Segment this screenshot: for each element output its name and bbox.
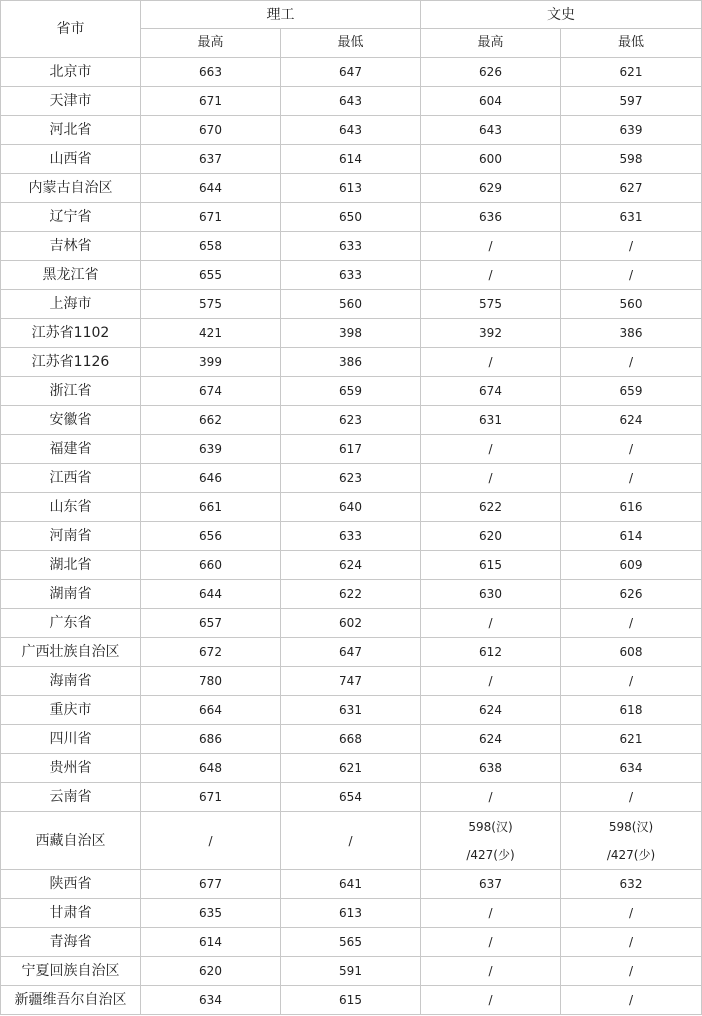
arts-min-cell: 621 (561, 58, 702, 87)
arts-max-cell: 638 (421, 754, 561, 783)
science-max-cell: 660 (141, 551, 281, 580)
table-row (1, 812, 702, 870)
arts-min-cell: 626 (561, 580, 702, 609)
arts-min-line-2: /427(少) (606, 847, 656, 862)
science-max-cell: 614 (141, 928, 281, 957)
header-province: 省市 (1, 1, 141, 58)
science-min-cell: 647 (281, 638, 421, 667)
province-cell: 广西壮族自治区 (1, 638, 141, 667)
table-row (1, 667, 702, 696)
arts-max-line-2: /427(少) (466, 847, 515, 862)
arts-min-cell: 621 (561, 725, 702, 754)
province-cell: 河北省 (1, 116, 141, 145)
arts-max-cell: 624 (421, 696, 561, 725)
science-min-cell: 641 (281, 870, 421, 899)
science-min-cell: 613 (281, 174, 421, 203)
arts-max-cell: / (421, 464, 561, 493)
arts-max-cell: / (421, 783, 561, 812)
arts-min-cell: 639 (561, 116, 702, 145)
province-cell: 四川省 (1, 725, 141, 754)
arts-max-cell: / (421, 899, 561, 928)
science-max-cell: 644 (141, 174, 281, 203)
arts-min-cell: 560 (561, 290, 702, 319)
table-row (1, 957, 702, 986)
science-min-cell: 633 (281, 261, 421, 290)
arts-min-cell: 598 (561, 145, 702, 174)
science-min-cell: 747 (281, 667, 421, 696)
arts-max-cell: 604 (421, 87, 561, 116)
province-cell: 山东省 (1, 493, 141, 522)
province-cell: 青海省 (1, 928, 141, 957)
province-cell: 黑龙江省 (1, 261, 141, 290)
table-row (1, 870, 702, 899)
table-row (1, 783, 702, 812)
arts-max-cell: / (421, 435, 561, 464)
arts-max-cell: 643 (421, 116, 561, 145)
arts-min-cell: / (561, 261, 702, 290)
province-cell: 湖南省 (1, 580, 141, 609)
province-cell: 江苏省1126 (1, 348, 141, 377)
science-max-cell: 780 (141, 667, 281, 696)
province-cell: 重庆市 (1, 696, 141, 725)
arts-min-cell: 597 (561, 87, 702, 116)
table-row (1, 986, 702, 1015)
table-row (1, 551, 702, 580)
table-row (1, 174, 702, 203)
science-max-cell: / (141, 812, 281, 870)
science-max-cell: 648 (141, 754, 281, 783)
arts-min-cell: / (561, 348, 702, 377)
science-min-cell: 654 (281, 783, 421, 812)
science-max-cell: 672 (141, 638, 281, 667)
science-max-cell: 661 (141, 493, 281, 522)
arts-max-cell (421, 812, 561, 870)
table-row (1, 580, 702, 609)
science-max-cell: 575 (141, 290, 281, 319)
science-min-cell: 643 (281, 87, 421, 116)
science-min-cell: 633 (281, 522, 421, 551)
province-cell: 浙江省 (1, 377, 141, 406)
header-row-groups (1, 1, 702, 29)
header-arts-max: 最高 (421, 29, 561, 58)
arts-min-cell: 631 (561, 203, 702, 232)
arts-max-cell: / (421, 232, 561, 261)
arts-max-cell: 392 (421, 319, 561, 348)
arts-max-cell: / (421, 609, 561, 638)
arts-max-cell: / (421, 986, 561, 1015)
header-science-max: 最高 (141, 29, 281, 58)
province-cell: 甘肃省 (1, 899, 141, 928)
province-cell: 安徽省 (1, 406, 141, 435)
science-min-cell: 623 (281, 406, 421, 435)
science-max-cell: 662 (141, 406, 281, 435)
science-max-cell: 399 (141, 348, 281, 377)
arts-min-cell: / (561, 464, 702, 493)
science-max-cell: 634 (141, 986, 281, 1015)
arts-max-cell: 626 (421, 58, 561, 87)
science-max-cell: 674 (141, 377, 281, 406)
table-row (1, 58, 702, 87)
arts-max-cell: 629 (421, 174, 561, 203)
province-cell: 新疆维吾尔自治区 (1, 986, 141, 1015)
province-cell: 江苏省1102 (1, 319, 141, 348)
science-min-cell: 617 (281, 435, 421, 464)
arts-max-cell: 674 (421, 377, 561, 406)
science-min-cell: 633 (281, 232, 421, 261)
science-max-cell: 671 (141, 203, 281, 232)
arts-max-cell: / (421, 261, 561, 290)
arts-min-cell: / (561, 957, 702, 986)
arts-max-line-1: 598(汉) (468, 819, 513, 834)
arts-min-cell: / (561, 435, 702, 464)
science-max-cell: 670 (141, 116, 281, 145)
table-row (1, 261, 702, 290)
table-row (1, 696, 702, 725)
arts-min-cell: / (561, 783, 702, 812)
science-min-cell: 624 (281, 551, 421, 580)
province-cell: 内蒙古自治区 (1, 174, 141, 203)
science-min-cell: 613 (281, 899, 421, 928)
science-min-cell: 398 (281, 319, 421, 348)
arts-min-cell: / (561, 232, 702, 261)
province-cell: 宁夏回族自治区 (1, 957, 141, 986)
science-min-cell: 631 (281, 696, 421, 725)
science-min-cell: / (281, 812, 421, 870)
science-max-cell: 686 (141, 725, 281, 754)
science-max-cell: 639 (141, 435, 281, 464)
arts-max-cell: / (421, 957, 561, 986)
table-row (1, 464, 702, 493)
province-cell: 贵州省 (1, 754, 141, 783)
table-row (1, 638, 702, 667)
arts-min-cell: / (561, 986, 702, 1015)
province-cell: 天津市 (1, 87, 141, 116)
arts-min-cell: / (561, 609, 702, 638)
table-row (1, 87, 702, 116)
province-cell: 西藏自治区 (1, 812, 141, 870)
table-row (1, 928, 702, 957)
science-min-cell: 602 (281, 609, 421, 638)
arts-min-cell: 659 (561, 377, 702, 406)
arts-max-cell: 612 (421, 638, 561, 667)
arts-min-cell: 624 (561, 406, 702, 435)
science-max-cell: 664 (141, 696, 281, 725)
arts-min-cell: 608 (561, 638, 702, 667)
science-min-cell: 615 (281, 986, 421, 1015)
province-cell: 陕西省 (1, 870, 141, 899)
arts-max-cell: 631 (421, 406, 561, 435)
science-max-cell: 656 (141, 522, 281, 551)
arts-max-cell: 622 (421, 493, 561, 522)
table-row (1, 319, 702, 348)
science-min-cell: 647 (281, 58, 421, 87)
arts-max-cell: / (421, 928, 561, 957)
header-science-min: 最低 (281, 29, 421, 58)
province-cell: 山西省 (1, 145, 141, 174)
arts-max-cell: 624 (421, 725, 561, 754)
arts-max-cell: / (421, 667, 561, 696)
table-row (1, 609, 702, 638)
science-min-cell: 614 (281, 145, 421, 174)
arts-max-cell: / (421, 348, 561, 377)
science-min-cell: 623 (281, 464, 421, 493)
table-body (1, 58, 702, 1015)
science-max-cell: 657 (141, 609, 281, 638)
province-cell: 吉林省 (1, 232, 141, 261)
arts-max-cell: 600 (421, 145, 561, 174)
science-min-cell: 591 (281, 957, 421, 986)
arts-max-cell: 637 (421, 870, 561, 899)
science-max-cell: 421 (141, 319, 281, 348)
province-cell: 上海市 (1, 290, 141, 319)
science-min-cell: 668 (281, 725, 421, 754)
science-max-cell: 644 (141, 580, 281, 609)
science-min-cell: 659 (281, 377, 421, 406)
science-min-cell: 643 (281, 116, 421, 145)
province-cell: 江西省 (1, 464, 141, 493)
science-min-cell: 386 (281, 348, 421, 377)
header-arts-min: 最低 (561, 29, 702, 58)
province-cell: 河南省 (1, 522, 141, 551)
arts-min-line-1: 598(汉) (608, 819, 654, 834)
table-row (1, 290, 702, 319)
arts-min-cell: 386 (561, 319, 702, 348)
table-row (1, 899, 702, 928)
arts-max-cell: 630 (421, 580, 561, 609)
arts-min-cell: 634 (561, 754, 702, 783)
table-row (1, 435, 702, 464)
arts-min-cell: / (561, 899, 702, 928)
province-cell: 湖北省 (1, 551, 141, 580)
province-cell: 福建省 (1, 435, 141, 464)
science-max-cell: 671 (141, 87, 281, 116)
arts-max-cell: 575 (421, 290, 561, 319)
arts-max-cell: 620 (421, 522, 561, 551)
science-min-cell: 622 (281, 580, 421, 609)
science-min-cell: 565 (281, 928, 421, 957)
table-row (1, 522, 702, 551)
header-group-arts: 文史 (421, 1, 702, 29)
province-cell: 云南省 (1, 783, 141, 812)
arts-max-cell: 636 (421, 203, 561, 232)
arts-min-cell: 609 (561, 551, 702, 580)
science-max-cell: 677 (141, 870, 281, 899)
table-row (1, 754, 702, 783)
arts-min-cell: 632 (561, 870, 702, 899)
arts-min-cell: 614 (561, 522, 702, 551)
arts-min-cell: 616 (561, 493, 702, 522)
science-min-cell: 560 (281, 290, 421, 319)
science-max-cell: 637 (141, 145, 281, 174)
table-row (1, 406, 702, 435)
arts-min-cell (561, 812, 702, 870)
science-max-cell: 635 (141, 899, 281, 928)
arts-min-cell: / (561, 928, 702, 957)
header-group-science: 理工 (141, 1, 421, 29)
table-row (1, 377, 702, 406)
science-max-cell: 658 (141, 232, 281, 261)
science-max-cell: 663 (141, 58, 281, 87)
table-row (1, 145, 702, 174)
science-min-cell: 640 (281, 493, 421, 522)
province-cell: 北京市 (1, 58, 141, 87)
province-cell: 海南省 (1, 667, 141, 696)
science-max-cell: 655 (141, 261, 281, 290)
science-min-cell: 621 (281, 754, 421, 783)
table-row (1, 203, 702, 232)
arts-min-cell: 618 (561, 696, 702, 725)
arts-min-cell: / (561, 667, 702, 696)
table-row (1, 493, 702, 522)
table-row (1, 725, 702, 754)
science-min-cell: 650 (281, 203, 421, 232)
province-cell: 辽宁省 (1, 203, 141, 232)
table-row (1, 348, 702, 377)
science-max-cell: 646 (141, 464, 281, 493)
science-max-cell: 671 (141, 783, 281, 812)
arts-max-cell: 615 (421, 551, 561, 580)
table-row (1, 232, 702, 261)
arts-min-cell: 627 (561, 174, 702, 203)
science-max-cell: 620 (141, 957, 281, 986)
province-cell: 广东省 (1, 609, 141, 638)
table-row (1, 116, 702, 145)
